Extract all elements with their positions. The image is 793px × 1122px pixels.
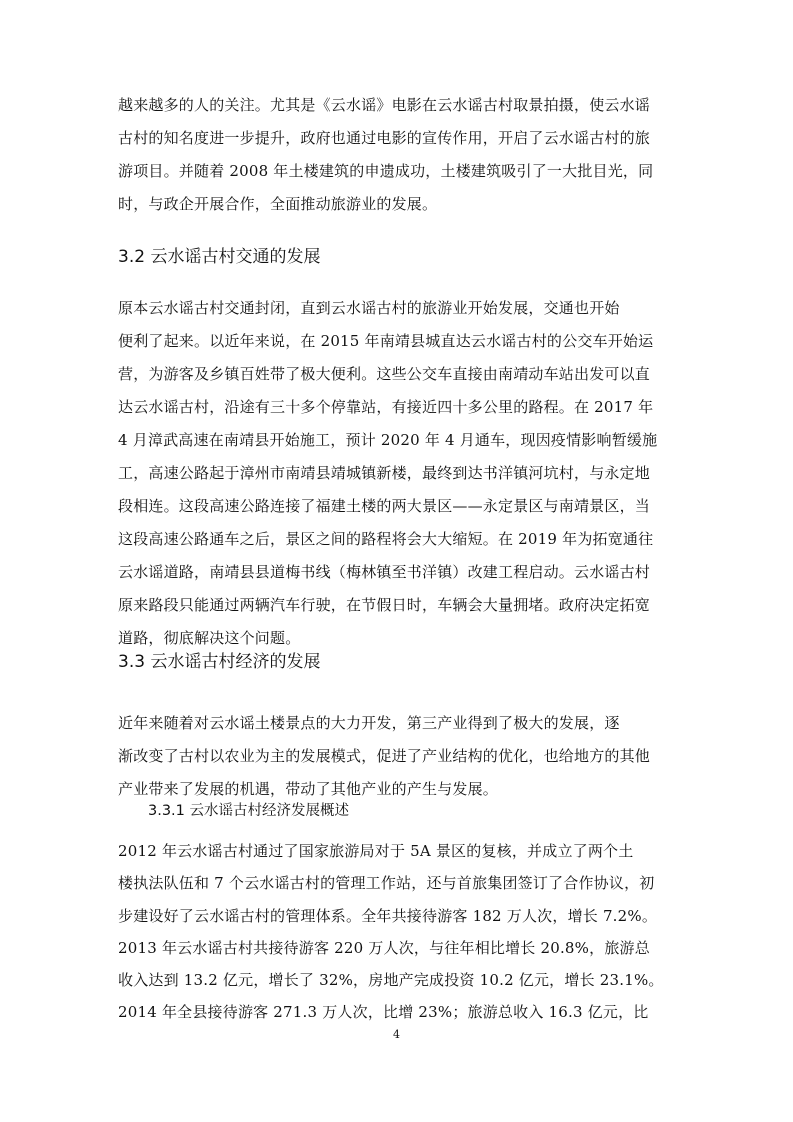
paragraph-line: 步建设好了云水谣古村的管理体系。全年共接待游客 182 万人次，增长 7.2%。 (118, 907, 658, 925)
section-heading-3-3: 3.3 云水谣古村经济的发展 (118, 652, 321, 672)
paragraph-line: 楼执法队伍和 7 个云水谣古村的管理工作站，还与首旅集团签订了合作协议，初 (118, 874, 655, 892)
paragraph-line: 道路，彻底解决这个问题。 (118, 629, 301, 647)
paragraph-line: 工，高速公路起于漳州市南靖县靖城镇新楼，最终到达书洋镇河坑村，与永定地 (118, 464, 651, 482)
paragraph-line: 这段高速公路通车之后，景区之间的路程将会大大缩短。在 2019 年为拓宽通往 (118, 530, 654, 548)
paragraph-line: 2012 年云水谣古村通过了国家旅游局对于 5A 景区的复核，并成立了两个土 (118, 842, 634, 860)
paragraph-line: 便利了起来。以近年来说，在 2015 年南靖县城直达云水谣古村的公交车开始运 (118, 332, 654, 350)
paragraph-line: 产业带来了发展的机遇，带动了其他产业的产生与发展。 (118, 780, 499, 798)
paragraph-line: 收入达到 13.2 亿元，增长了 32%，房地产完成投资 10.2 亿元，增长 23.1%。 (118, 971, 664, 989)
paragraph-line: 原来路段只能通过两辆汽车行驶，在节假日时，车辆会大量拥堵。政府决定拓宽 (118, 596, 651, 614)
paragraph-line: 时，与政企开展合作，全面推动旅游业的发展。 (118, 195, 438, 213)
paragraph-line: 近年来随着对云水谣土楼景点的大力开发，第三产业得到了极大的发展，逐 (118, 714, 620, 732)
paragraph-line: 越来越多的人的关注。尤其是《云水谣》电影在云水谣古村取景拍摄，使云水谣 (118, 96, 651, 114)
paragraph-line: 4 月漳武高速在南靖县开始施工，预计 2020 年 4 月通车，现因疫情影响暂缓施 (118, 431, 658, 449)
paragraph-line: 段相连。这段高速公路连接了福建土楼的两大景区——永定景区与南靖景区，当 (118, 497, 651, 515)
paragraph-line: 2013 年云水谣古村共接待游客 220 万人次，与往年相比增长 20.8%，旅游总 (118, 939, 650, 957)
paragraph-line: 营，为游客及乡镇百姓带了极大便利。这些公交车直接由南靖动车站出发可以直 (118, 365, 651, 383)
section-heading-3-2: 3.2 云水谣古村交通的发展 (118, 247, 321, 267)
paragraph-line: 渐改变了古村以农业为主的发展模式，促进了产业结构的优化，也给地方的其他 (118, 747, 651, 765)
subsection-heading-3-3-1: 3.3.1 云水谣古村经济发展概述 (148, 803, 350, 819)
paragraph-line: 2014 年全县接待游客 271.3 万人次，比增 23%；旅游总收入 16.3 亿元，比 (118, 1003, 649, 1021)
paragraph-line: 游项目。并随着 2008 年土楼建筑的申遗成功，土楼建筑吸引了一大批目光，同 (118, 162, 654, 180)
paragraph-line: 达云水谣古村，沿途有三十多个停靠站，有接近四十多公里的路程。在 2017 年 (118, 398, 654, 416)
paragraph-line: 云水谣道路，南靖县县道梅书线（梅林镇至书洋镇）改建工程启动。云水谣古村 (118, 563, 651, 581)
paragraph-line: 古村的知名度进一步提升，政府也通过电影的宣传作用，开启了云水谣古村的旅 (118, 129, 651, 147)
page-number: 4 (393, 1028, 400, 1041)
paragraph-line: 原本云水谣古村交通封闭，直到云水谣古村的旅游业开始发展，交通也开始 (118, 299, 620, 317)
